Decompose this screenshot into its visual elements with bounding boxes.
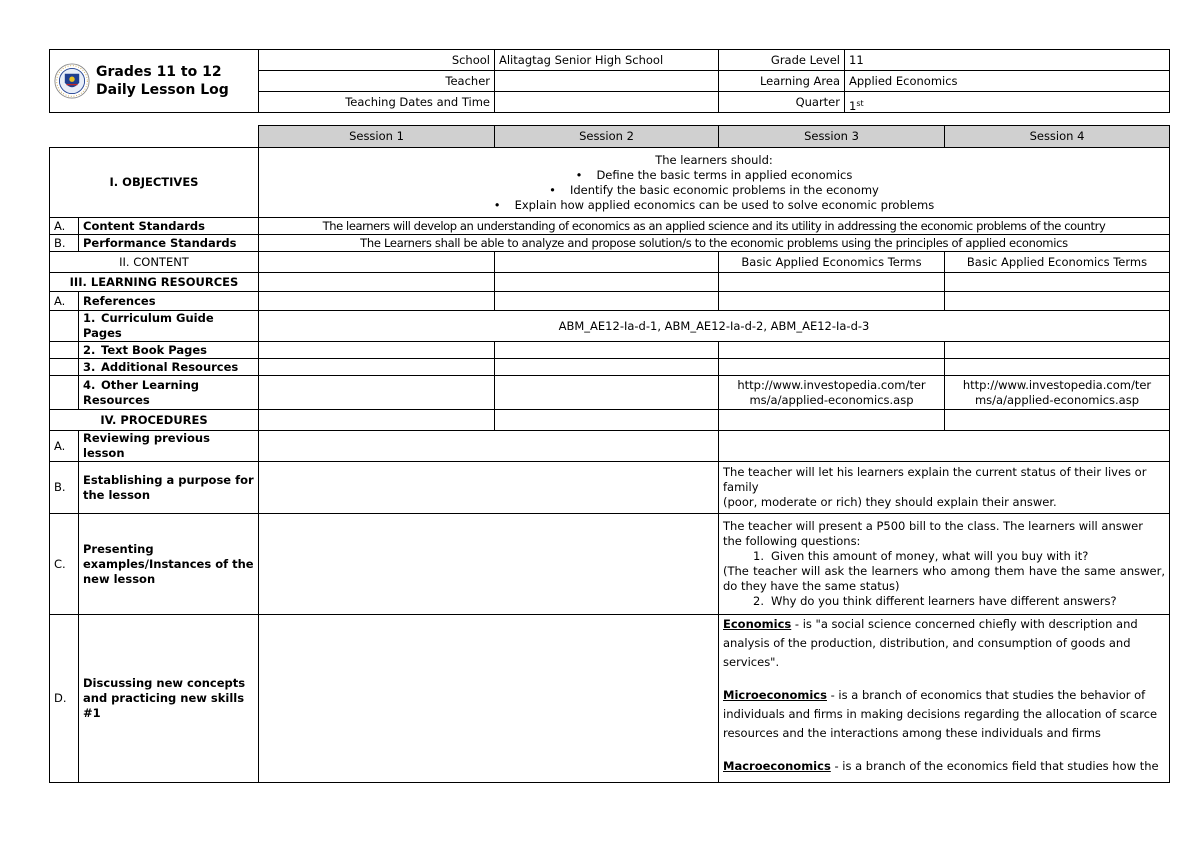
content-session-1 [259, 252, 495, 273]
quarter-number: 1 [849, 99, 857, 113]
objectives-cell [259, 148, 1170, 218]
teacher-label: Teacher [259, 71, 495, 92]
learning-area-label: Learning Area [719, 71, 845, 92]
session-4-header: Session 4 [945, 126, 1170, 148]
reviewing-letter: A. [50, 431, 79, 462]
performance-standards-letter: B. [50, 235, 79, 252]
objectives-label: I. OBJECTIVES [50, 148, 259, 218]
additional-resources-label: 3. Additional Resources [79, 359, 259, 376]
objective-item: • Define the basic terms in applied economics [263, 168, 1165, 183]
session-1-header: Session 1 [259, 126, 495, 148]
objectives-intro: The learners should: [655, 152, 773, 167]
presenting-label: Presenting examples/Instances of the new lesson [79, 514, 259, 615]
references-label: References [79, 292, 259, 311]
session-3-header: Session 3 [719, 126, 945, 148]
title-line-1: Grades 11 to 12 [96, 64, 222, 80]
discussing-text: Economics - is "a social science concerned chiefly with description and analysis of the production, distribution, and consumption of goods and services". Microeconomics - is a branch of economics that studies the behavior of individuals and firms in making decisions regarding the allocation of scarce resources and the interactions among these individuals and firms Macroeconomics - is a branch of the economics field that studies how the [719, 615, 1170, 783]
learning-resources-label: III. LEARNING RESOURCES [50, 273, 259, 292]
term-microeconomics: Microeconomics [723, 688, 827, 702]
logo-title-cell [50, 50, 259, 113]
header-table [49, 49, 1170, 113]
grade-level-label: Grade Level [719, 50, 845, 71]
curriculum-codes: ABM_AE12-Ia-d-1, ABM_AE12-Ia-d-2, ABM_AE12-Ia-d-3 [259, 311, 1170, 342]
title-line-2: Daily Lesson Log [96, 82, 229, 98]
presenting-letter: C. [50, 514, 79, 615]
quarter-value [845, 92, 1170, 113]
session-2-header: Session 2 [495, 126, 719, 148]
quarter-suffix: st [856, 98, 864, 108]
purpose-label: Establishing a purpose for the lesson [79, 462, 259, 514]
reviewing-label: Reviewing previous lesson [79, 431, 259, 462]
content-session-4: Basic Applied Economics Terms [945, 252, 1170, 273]
discussing-label: Discussing new concepts and practicing new skills #1 [79, 615, 259, 783]
school-value: Alitagtag Senior High School [495, 50, 719, 71]
purpose-letter: B. [50, 462, 79, 514]
other-learning-resources-label: 4. Other Learning Resources [79, 376, 259, 410]
references-letter: A. [50, 292, 79, 311]
curriculum-guide-label: 1. Curriculum Guide Pages [79, 311, 259, 342]
performance-standards-label: Performance Standards [79, 235, 259, 252]
content-session-2 [495, 252, 719, 273]
other-resources-session-3: http://www.investopedia.com/ter ms/a/applied-economics.asp [719, 376, 945, 410]
dates-label: Teaching Dates and Time [259, 92, 495, 113]
content-standards-text: The learners will develop an understanding of economics as an applied science and its utility in addressing the economic problems of the country [259, 218, 1170, 235]
term-macroeconomics: Macroeconomics [723, 759, 831, 773]
session-header-blank [50, 126, 259, 148]
content-session-3: Basic Applied Economics Terms [719, 252, 945, 273]
content-standards-letter: A. [50, 218, 79, 235]
purpose-text: The teacher will let his learners explain the current status of their lives or family (poor, moderate or rich) they should explain their answer. [719, 462, 1170, 514]
performance-standards-text: The Learners shall be able to analyze and propose solution/s to the economic problems using the principles of applied economics [259, 235, 1170, 252]
term-economics: Economics [723, 617, 792, 631]
lesson-log-table [49, 125, 1170, 783]
teacher-value [495, 71, 719, 92]
discussing-letter: D. [50, 615, 79, 783]
other-resources-session-4: http://www.investopedia.com/ter ms/a/applied-economics.asp [945, 376, 1170, 410]
objectives-list [263, 168, 1165, 213]
objective-item: • Explain how applied economics can be used to solve economic problems [263, 198, 1165, 213]
grade-level-value: 11 [845, 50, 1170, 71]
content-standards-label: Content Standards [79, 218, 259, 235]
content-label: II. CONTENT [50, 252, 259, 273]
dates-value [495, 92, 719, 113]
deped-seal-icon [54, 63, 90, 99]
textbook-pages-label: 2. Text Book Pages [79, 342, 259, 359]
procedures-label: IV. PROCEDURES [50, 410, 259, 431]
presenting-text: The teacher will present a P500 bill to the class. The learners will answer the following questions: 1. Given this amount of money, what will you buy with it? (The teacher will ask the learners who among them have the same answer, do they have the same status) 2. Why do you think different learners have different answers? [719, 514, 1170, 615]
objective-item: • Identify the basic economic problems in the economy [263, 183, 1165, 198]
school-label: School [259, 50, 495, 71]
quarter-label: Quarter [719, 92, 845, 113]
learning-area-value: Applied Economics [845, 71, 1170, 92]
